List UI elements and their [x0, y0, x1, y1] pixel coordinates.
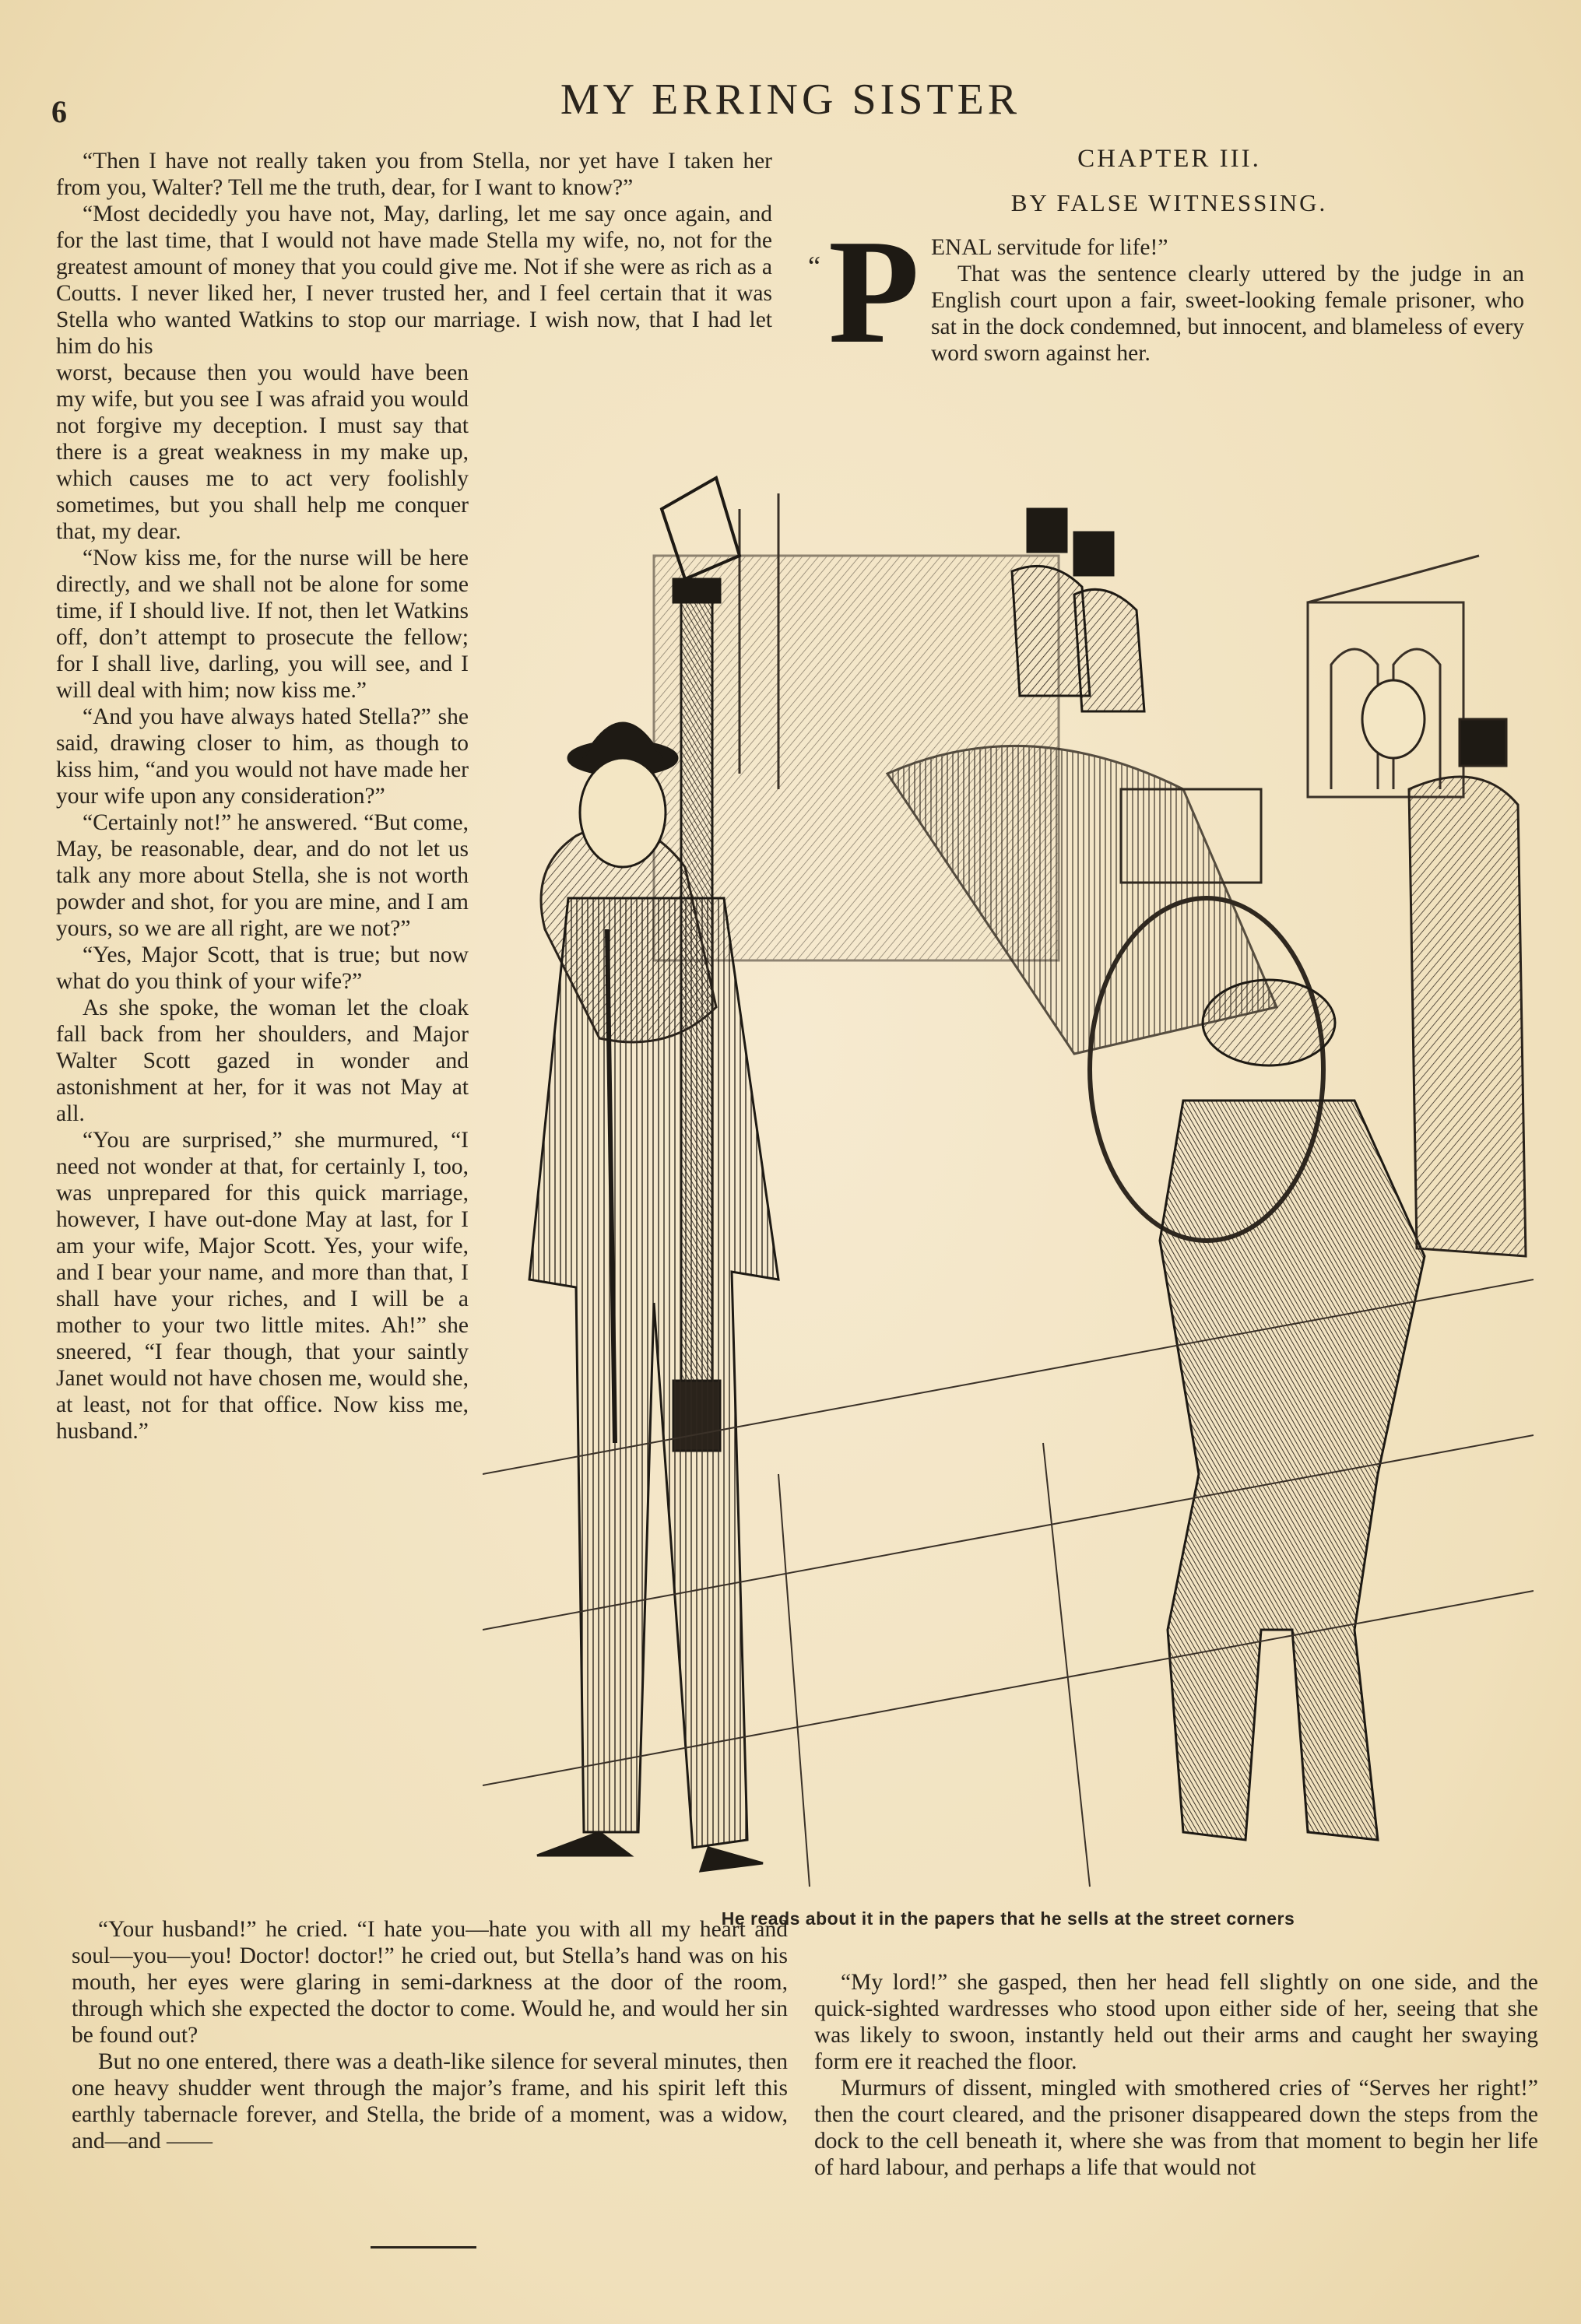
page-number: 6 [51, 94, 67, 129]
right-column-bottom [814, 1969, 1538, 2181]
chapter-opening [808, 209, 1524, 382]
paragraph: “My lord!” she gasped, then her head fell slightly on one side, and the quick-sighted wardresses who stood upon either side of her, seeing that she was likely to swoon, instantly held out their arms and caught her swaying form ere it reached the floor. [814, 1970, 1538, 2074]
paragraph: But no one entered, there was a death-like silence for several minutes, then one heavy shudder went through the major’s frame, and his spirit left this earthly tabernacle forever, and Stella, the bride of a moment, was a widow, and—and —— [72, 2049, 788, 2154]
paragraph: That was the sentence clearly uttered by the judge in an English court upon a fair, sweet-looking female prisoner, who sat in the dock condemned, but innocent, and blameless of every word sworn against her. [931, 262, 1524, 366]
paragraph: “Most decidedly you have not, May, darling, let me say once again, and for the last time, that I would not have made Stella my wife, no, not for the greatest amount of money that you could give me. Not if she were as rich as a Coutts. I never liked her, I never trusted her, and I feel certain that it was Stella who wanted Watkins to stop our marriage. I wish now, that I had let him do his [56, 202, 772, 359]
paragraph: “Your husband!” he cried. “I hate you—hate you with all my heart and soul—you—you! Doctor! doctor!” he cried out, but Stella’s hand was on his mouth, her eyes were glaring in semi-darkness at the door of the room, through which she expected the doctor to come. Would he, and would her sin be found out? [72, 1917, 788, 2048]
running-head: MY ERRING SISTER [560, 75, 1021, 124]
opening-text [931, 234, 1524, 367]
left-column-narrow-block [56, 360, 469, 1445]
left-column-bottom [72, 1916, 788, 2154]
paragraph: “And you have always hated Stella?” she said, drawing closer to him, as though to kiss him, “and you would not have made her your wife upon any consideration?” [56, 704, 469, 809]
street-scene-illustration [483, 462, 1534, 1902]
opening-quote-mark: “ [808, 251, 820, 282]
drop-cap: P [828, 209, 920, 374]
newsboy-figure [1160, 980, 1425, 1840]
section-rule [371, 2246, 476, 2249]
chapter-title: BY FALSE WITNESSING. [1010, 189, 1328, 216]
paragraph: “Now kiss me, for the nurse will be here directly, and we shall not be alone for some time, if I should live. If not, then let Watkins off, don’t attempt to prosecute the fellow; for I shall live, darling, you will see, and I will deal with him; now kiss me.” [56, 546, 469, 703]
coachmen [1012, 509, 1144, 711]
opening-line: ENAL servitude for life!” [931, 235, 1168, 260]
paragraph: As she spoke, the woman let the cloak fall back from her shoulders, and Major Walter Scott gazed in wonder and astonishment at her, for it was not May at all. [56, 995, 469, 1126]
paragraph: Murmurs of dissent, mingled with smothered cries of “Serves her right!” then the court cleared, and the prisoner disappeared down the steps from the dock to the cell beneath it, where she was from that moment to begin her life of hard labour, and perhaps a life that would not [814, 2076, 1538, 2180]
paragraph: worst, because then you would have been my wife, but you see I was afraid you would not forgive my deception. I must say that there is a great weakness in my make up, which causes me to act very foolishly sometimes, but you shall help me conquer that, my dear. [56, 360, 469, 544]
paragraph: “Yes, Major Scott, that is true; but now what do you think of your wife?” [56, 943, 469, 994]
illustration-caption: He reads about it in the papers that he sells at the street corners [721, 1908, 1295, 1929]
paragraph: “You are surprised,” she murmured, “I need not wonder at that, for certainly I, too, was unprepared for this quick marriage, however, I have out-done May at last, for I am your wife, Major Scott. Yes, your wife, and I bear your name, and more than that, I shall have your riches, and I will be a mother to your two little mites. Ah!” she sneered, “I fear though, that your saintly Janet would not have chosen me, would she, at least, not for that office. Now kiss me, husband.” [56, 1128, 469, 1444]
paragraph: “Then I have not really taken you from Stella, nor yet have I taken her from you, Walter? Tell me the truth, dear, for I want to know?” [56, 149, 772, 200]
right-column [808, 145, 1524, 382]
paragraph: “Certainly not!” he answered. “But come, May, be reasonable, dear, and do not let us talk any more about Stella, she is not worth powder and shot, for you are mine, and I am yours, so we are all right, are we not?” [56, 810, 469, 941]
chapter-number: CHAPTER III. [1077, 145, 1261, 173]
